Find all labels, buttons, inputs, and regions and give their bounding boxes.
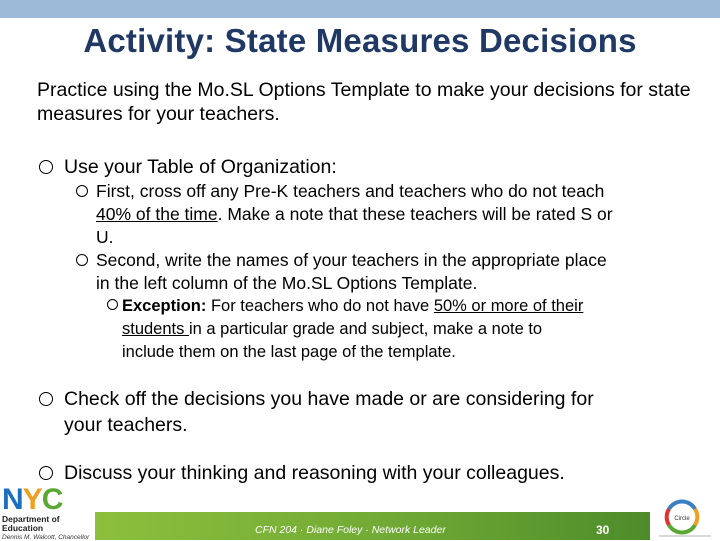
network-circle-logo-icon xyxy=(655,497,715,540)
nyc-letter-n: N xyxy=(2,483,23,516)
sub-bullet-first-line2 xyxy=(96,203,613,226)
bullet-circle-icon xyxy=(39,160,53,174)
exception-line2 xyxy=(122,318,542,341)
bullet-check-off-line1: Check off the decisions you have made or are considering for xyxy=(64,388,594,410)
sub-bullet-second-line2: in the left column of the Mo.SL Options Template. xyxy=(96,273,478,293)
nyc-letter-c: C xyxy=(41,483,63,516)
sub-bullet-first-line3: U. xyxy=(96,227,114,247)
bullet-circle-icon xyxy=(39,392,53,406)
sub-bullet-first-line1: First, cross off any Pre-K teachers and teachers who do not teach xyxy=(96,181,605,201)
slide-title: Activity: State Measures Decisions xyxy=(83,22,637,59)
department-of-education-label: Department of Education xyxy=(2,514,60,533)
bullet-circle-icon xyxy=(76,185,88,197)
bullet-discuss: Discuss your thinking and reasoning with your colleagues. xyxy=(64,462,565,484)
bullet-table-of-organization: Use your Table of Organization: xyxy=(64,156,337,178)
exception-text-2: in a particular grade and subject, make a note to xyxy=(188,320,543,338)
exception-line3: include them on the last page of the template. xyxy=(122,343,456,361)
underlined-40-percent: 40% of the time xyxy=(96,204,218,224)
sub-bullet-first-rated: . Make a note that these teachers will be rated S or xyxy=(217,204,613,224)
exception-line1 xyxy=(122,295,583,318)
exception-label: Exception: xyxy=(122,297,207,315)
page-number: 30 xyxy=(596,523,610,537)
svg-text:Circle: Circle xyxy=(674,516,690,522)
top-accent-bar xyxy=(0,0,720,18)
bullet-check-off-line2: your teachers. xyxy=(64,414,188,436)
exception-text: For teachers who do not have xyxy=(206,297,434,315)
underlined-50-percent: 50% or more of their xyxy=(433,297,584,315)
nyc-letter-y: Y xyxy=(22,483,42,516)
underlined-students: students xyxy=(122,320,189,338)
nyc-doe-logo xyxy=(0,485,92,540)
bullet-circle-icon xyxy=(76,254,88,266)
bullet-circle-icon xyxy=(107,299,118,310)
sub-bullet-second-line1: Second, write the names of your teachers in the appropriate place xyxy=(96,250,607,270)
bullet-circle-icon xyxy=(39,466,53,480)
nyc-wordmark xyxy=(2,485,62,515)
intro-paragraph: Practice using the Mo.SL Options Template to make your decisions for state measures for your teachers. xyxy=(37,79,691,125)
footer-text: CFN 204 · Diane Foley · Network Leader xyxy=(255,524,446,536)
chancellor-label: Dennis M. Walcott, Chancellor xyxy=(2,534,90,541)
